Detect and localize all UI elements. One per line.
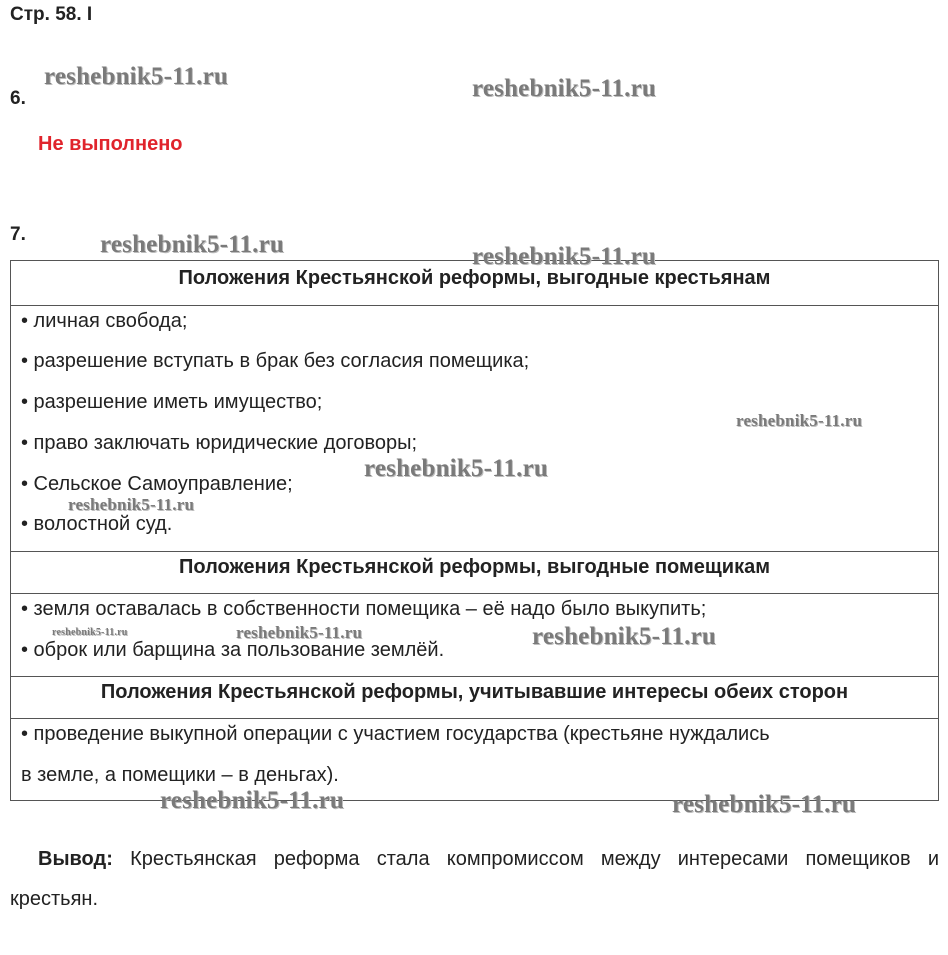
page-title: Стр. 58. I: [10, 4, 93, 25]
conclusion: [10, 839, 939, 919]
watermark: reshebnik5-11.ru: [52, 627, 128, 638]
watermark: reshebnik5-11.ru: [472, 243, 657, 270]
conclusion-text: Крестьянская реформа стала компромиссом между интересами помещиков и крестьян.: [10, 848, 939, 910]
section-header-peasants: Положения Крестьянской реформы, выгодные крестьянам: [178, 267, 771, 289]
watermark: reshebnik5-11.ru: [532, 623, 717, 650]
list-item: • волостной суд.: [21, 513, 173, 535]
watermark: reshebnik5-11.ru: [364, 455, 549, 482]
list-item: • земля оставалась в собственности помещика – её надо было выкупить;: [21, 598, 707, 620]
list-item: • право заключать юридические договоры;: [21, 432, 418, 454]
section-header-landlords: Положения Крестьянской реформы, выгодные помещикам: [178, 556, 771, 578]
table-divider: [11, 718, 938, 719]
watermark: reshebnik5-11.ru: [68, 495, 195, 514]
conclusion-label: Вывод:: [38, 848, 113, 870]
table-divider: [11, 551, 938, 552]
section-header-both: Положения Крестьянской реформы, учитывавшие интересы обеих сторон: [100, 681, 849, 703]
list-item: • разрешение вступать в брак без согласия помещика;: [21, 350, 530, 372]
table-divider: [11, 676, 938, 677]
watermark: reshebnik5-11.ru: [100, 231, 285, 258]
list-item: • оброк или барщина за пользование землёй.: [21, 639, 445, 661]
watermark: reshebnik5-11.ru: [44, 63, 229, 90]
list-item: • проведение выкупной операции с участием государства (крестьяне нуждались: [21, 723, 770, 745]
list-item: • личная свобода;: [21, 310, 188, 332]
task-6-number: 6.: [10, 88, 26, 109]
watermark: reshebnik5-11.ru: [236, 623, 363, 642]
list-item: • Сельское Самоуправление;: [21, 473, 293, 495]
list-item: в земле, а помещики – в деньгах).: [21, 764, 339, 786]
task-7-number: 7.: [10, 224, 26, 245]
table-divider: [11, 593, 938, 594]
watermark: reshebnik5-11.ru: [472, 75, 657, 102]
reform-table: [10, 260, 939, 801]
watermark: reshebnik5-11.ru: [672, 791, 857, 818]
list-item: • разрешение иметь имущество;: [21, 391, 323, 413]
table-divider: [11, 305, 938, 306]
watermark: reshebnik5-11.ru: [736, 411, 863, 430]
watermark: reshebnik5-11.ru: [160, 787, 345, 814]
task-6-status: Не выполнено: [38, 133, 183, 155]
